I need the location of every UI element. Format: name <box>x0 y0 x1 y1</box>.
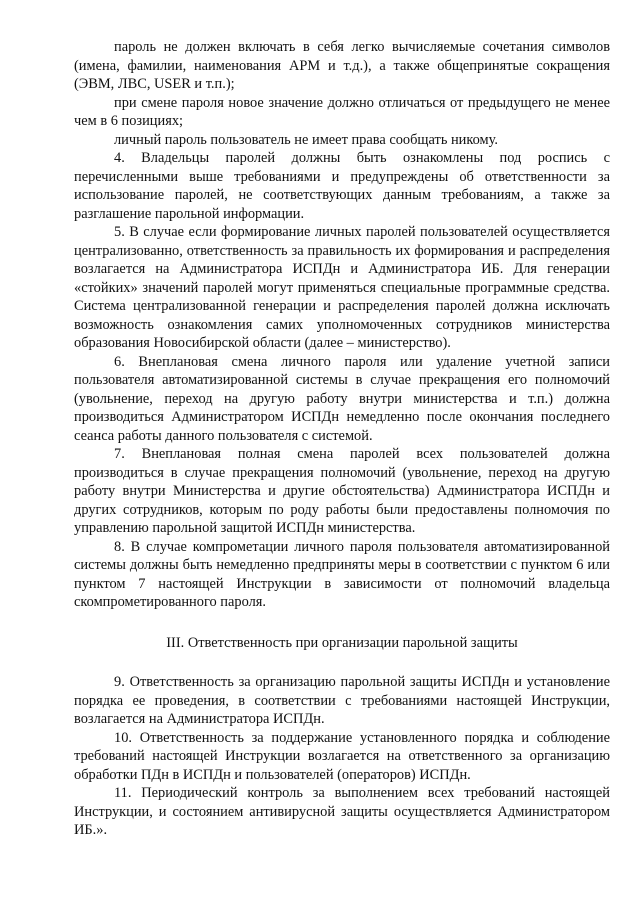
paragraph-password-composition: пароль не должен включать в себя легко вычисляемые сочетания символов (имена, фамилии, наименования АРМ и т.д.), а также общепринятые сокращения (ЭВМ, ЛВС, USER и т.п.); <box>74 39 610 92</box>
document-page <box>74 38 610 840</box>
paragraph-item-11: 11. Периодический контроль за выполнением всех требований настоящей Инструкции, и состоянием антивирусной защиты осуществляется Администратором ИБ.». <box>74 785 610 838</box>
paragraph-item-4: 4. Владельцы паролей должны быть ознакомлены под роспись с перечисленными выше требованиями и предупреждены об ответственности за использование паролей, не соответствующих данным требованиям, а также за разглашение парольной информации. <box>74 150 610 222</box>
paragraph-item-7: 7. Внеплановая полная смена паролей всех пользователей должна производиться в случае прекращения полномочий (увольнение, переход на другую работу внутри Министерства и другие обстоятельства) Администратора ИСПДн и других сотрудников, которым по роду работы были предоставлены полномочия по управлению парольной защитой ИСПДн министерства. <box>74 446 610 536</box>
paragraph-item-8: 8. В случае компрометации личного пароля пользователя автоматизированной системы должны быть немедленно предприняты меры в соответствии с пунктом 6 или пунктом 7 настоящей Инструкции в зависимости от полномочий владельца скомпрометированного пароля. <box>74 538 610 610</box>
paragraph-item-5: 5. В случае если формирование личных паролей пользователей осуществляется централизованно, ответственность за правильность их формирования и распределения возлагается на Администратора ИСПДн и Администратора ИБ. Для генерации «стойких» значений паролей могут применяться специальные программные средства. Система централизованной генерации и распределения паролей должна исключать возможность ознакомления самих уполномоченных сотрудников министерства образования Новосибирской области (далее – министерство). <box>74 224 610 351</box>
paragraph-password-change: при смене пароля новое значение должно отличаться от предыдущего не менее чем в 6 позициях; <box>74 94 610 129</box>
section-heading: III. Ответственность при организации парольной защиты <box>166 634 518 651</box>
paragraph-item-9: 9. Ответственность за организацию парольной защиты ИСПДн и установление порядка ее проведения, в соответствии с требованиями настоящей Инструкции, возлагается на Администратора ИСПДн. <box>74 674 610 727</box>
paragraph-item-10: 10. Ответственность за поддержание установленного порядка и соблюдение требований настоящей Инструкции возлагается на ответственного за организацию обработки ПДн в ИСПДн и пользователей (операторов) ИСПДн. <box>74 729 610 783</box>
paragraph-personal-password: личный пароль пользователь не имеет права сообщать никому. <box>114 131 499 148</box>
paragraph-item-6: 6. Внеплановая смена личного пароля или удаление учетной записи пользователя автоматизированной системы в случае прекращения его полномочий (увольнение, переход на другую работу внутри министерства и т.п.) должна производиться Администратором ИСПДн немедленно после окончания последнего сеанса работы данного пользователя с системой. <box>74 353 610 444</box>
